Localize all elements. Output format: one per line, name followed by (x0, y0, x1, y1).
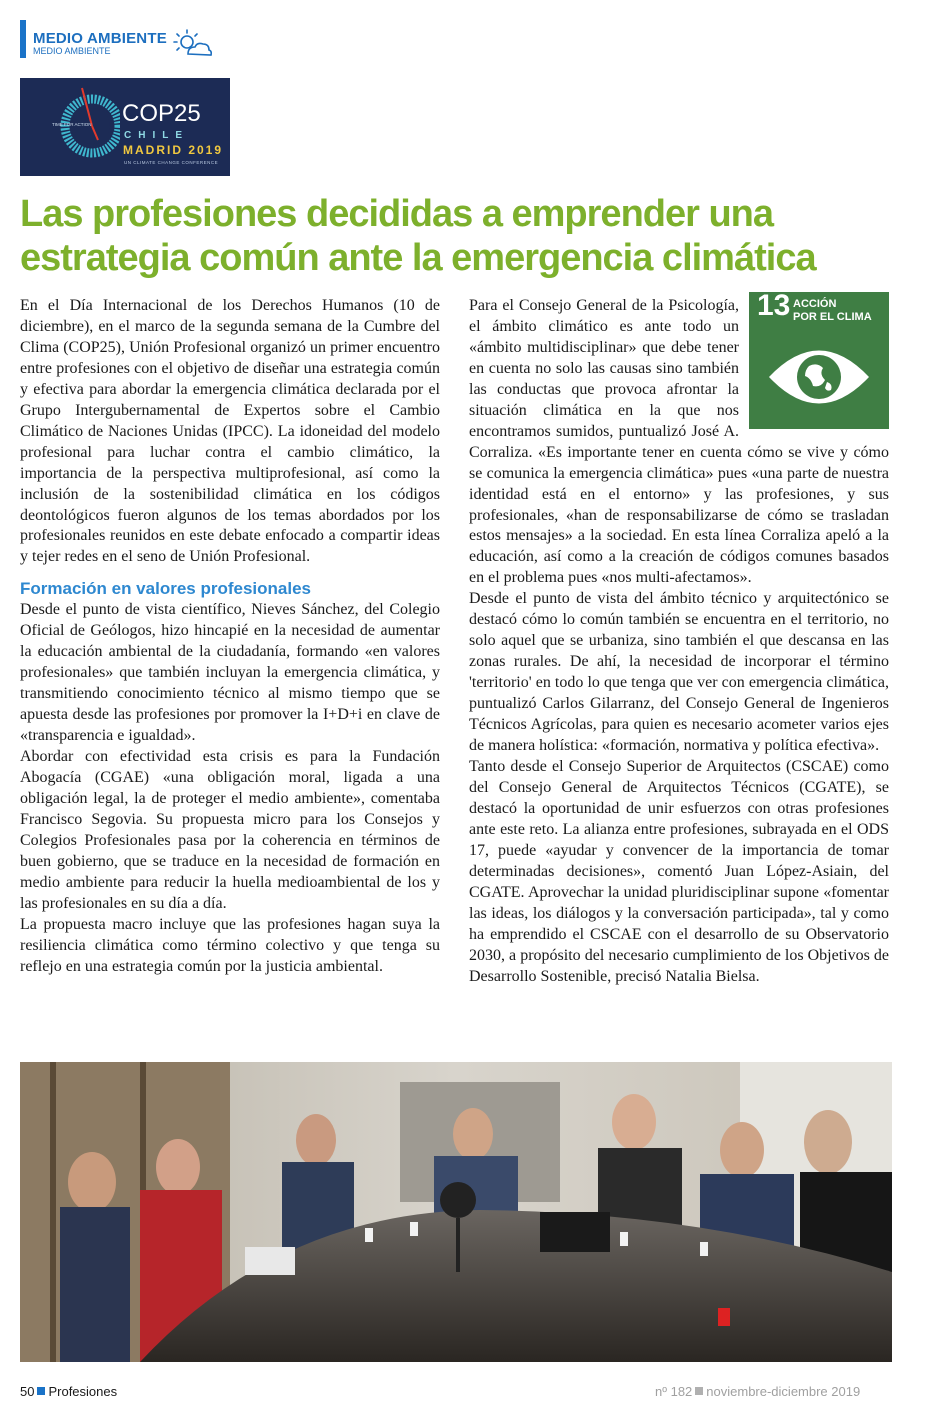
paragraph-arquitectos: Tanto desde el Consejo Superior de Arquitectos (CSCAE) como del Consejo General de Arquitectos Técnicos (CGATE), se destacó la oportunidad de unir esfuerzos con otras profesiones ante este reto. La alianza entre profesiones, subrayada en el ODS 17, puede «ayudar y convencer de la importancia de tomar determinadas decisiones», comentó Juan López-Asiain, del CGATE. Aprovechar la unidad pluridisciplinar supone «fomentar las ideas, los diálogos y la conversación participada», tal y como ha emprendido el CSCAE con el desarrollo de su Observatorio 2030, a propósito del necesario cumplimiento de los Objetivos de Desarrollo Sostenible, precisó Natalia Bielsa. (469, 757, 889, 985)
meeting-photo (20, 1062, 892, 1362)
sdg-number: 13 (757, 289, 791, 322)
section-subheading: Formación en valores profesionales (20, 579, 311, 599)
section-title: MEDIO AMBIENTE (33, 30, 167, 47)
eye-globe-icon (765, 336, 873, 418)
cop25-tagline: TIME FOR ACTION (52, 122, 92, 127)
sdg-label-line2: POR EL CLIMA (793, 311, 872, 323)
cop25-country: CHILE (124, 130, 189, 141)
page-number: 50 (20, 1384, 35, 1399)
paragraph-geologos: Desde el punto de vista científico, Nieves Sánchez, del Colegio Oficial de Geólogos, hizo hincapié en la necesidad de aumentar la educación ambiental de la ciudadanía, formando «en valores profesionales» que también incluyan la emergencia climática, y transmitiendo conocimiento técnico al mismo tiempo que se apuesta desde las profesiones por promover la I+D+i en clave de «transparencia e igualdad». (20, 601, 440, 745)
cop25-conference: UN CLIMATE CHANGE CONFERENCE (124, 160, 219, 165)
sdg-13-badge (749, 289, 889, 429)
issue-number: nº 182 (655, 1384, 693, 1399)
cop25-name: COP25 (122, 100, 201, 127)
sun-cloud-icon (172, 28, 212, 60)
footer-issue-info (655, 1384, 860, 1399)
cop25-logo (20, 78, 230, 176)
paragraph-abogacia: Abordar con efectividad esta crisis es para la Fundación Abogacía (CGAE) «una obligación moral, ligada a una obligación legal, la de proteger el medio ambiente», comentaba Francisco Segovia. Su propuesta micro para los Consejos y Colegios Profesionales pasa por la coherencia en términos de buen gobierno, que se traduce en la necesidad de formación en medio ambiente para reducir la huella medioambiental de los y las profesionales en su día a día. (20, 748, 440, 912)
article-column-left (20, 296, 440, 978)
magazine-name: Profesiones (48, 1384, 118, 1399)
paragraph-tecnico: Desde el punto de vista del ámbito técnico y arquitectónico se destacó cómo lo común también se encuentra en el territorio, no solo aquel que se urbaniza, sino también el que descansa en las zonas rurales. De ahí, la necesidad de incorporar el término 'territorio' en todo lo que tenga que ver con emergencia climática, puntualizó Carlos Gilarranz, del Consejo General de Ingenieros Técnicos Agrícolas, para quien es necesario acometer varios ejes de manera holística: «formación, normativa y política efectiva». (469, 590, 889, 755)
section-accent-bar (20, 20, 26, 58)
issue-date: noviembre-diciembre 2019 (706, 1384, 861, 1399)
footer-square-icon (37, 1387, 45, 1395)
footer-page-info (20, 1384, 117, 1399)
sdg-label (793, 298, 872, 324)
cop25-circle-graphic (20, 78, 120, 176)
article-column-right (469, 289, 889, 987)
paragraph-psicologia: Para el Consejo General de la Psicología, el ámbito climático es ante todo un «ámbito multidisciplinar» que debe tener en cuenta no solo las causas sino también las conductas que provoca afrontar la situación climática en la que nos encontramos sumidos, puntualizó José A. Corraliza. «Es importante tener en cuenta cómo se vive y cómo se comunica la emergencia climática» pues «una parte de nuestra identidad está en el entorno» y las profesiones, y sus profesionales, «han de responsabilizarse de cómo se trasladan estos mensajes» a la sociedad. En esta línea Corraliza apeló a la educación, así como a la creación de códigos comunes basados en el problema pues «nos multi-afectamos». (469, 297, 889, 587)
cop25-city-year: MADRID 2019 (123, 143, 224, 157)
intro-paragraph: En el Día Internacional de los Derechos Humanos (10 de diciembre), en el marco de la segunda semana de la Cumbre del Clima (COP25), Unión Profesional organizó un primer encuentro entre profesiones con el objetivo de diseñar una estrategia común y efectiva para abordar la emergencia climática declarada por el Grupo Intergubernamental de Expertos sobre el Cambio Climático de Naciones Unidas (IPCC). La idoneidad del modelo profesional para luchar contra el cambio climático, la importancia de la perspectiva multiprofesional, así como la inclusión de la sostenibilidad climática en los códigos deontológicos fueron algunos de los temas abordados por los profesionales reunidos en este debate enfocado a compartir ideas y tejer redes en el seno de Unión Profesional. (20, 297, 440, 566)
article-headline: Las profesiones decididas a emprender una estrategia común ante la emergencia climática (20, 193, 816, 279)
paragraph-macro: La propuesta macro incluye que las profesiones hagan suya la resiliencia climática como término colectivo y que tenga su reflejo en una estrategia común por la justicia ambiental. (20, 915, 440, 975)
section-subtitle: MEDIO AMBIENTE (33, 46, 111, 56)
sdg-label-line1: ACCIÓN (793, 298, 837, 310)
footer-square-icon (695, 1387, 703, 1395)
